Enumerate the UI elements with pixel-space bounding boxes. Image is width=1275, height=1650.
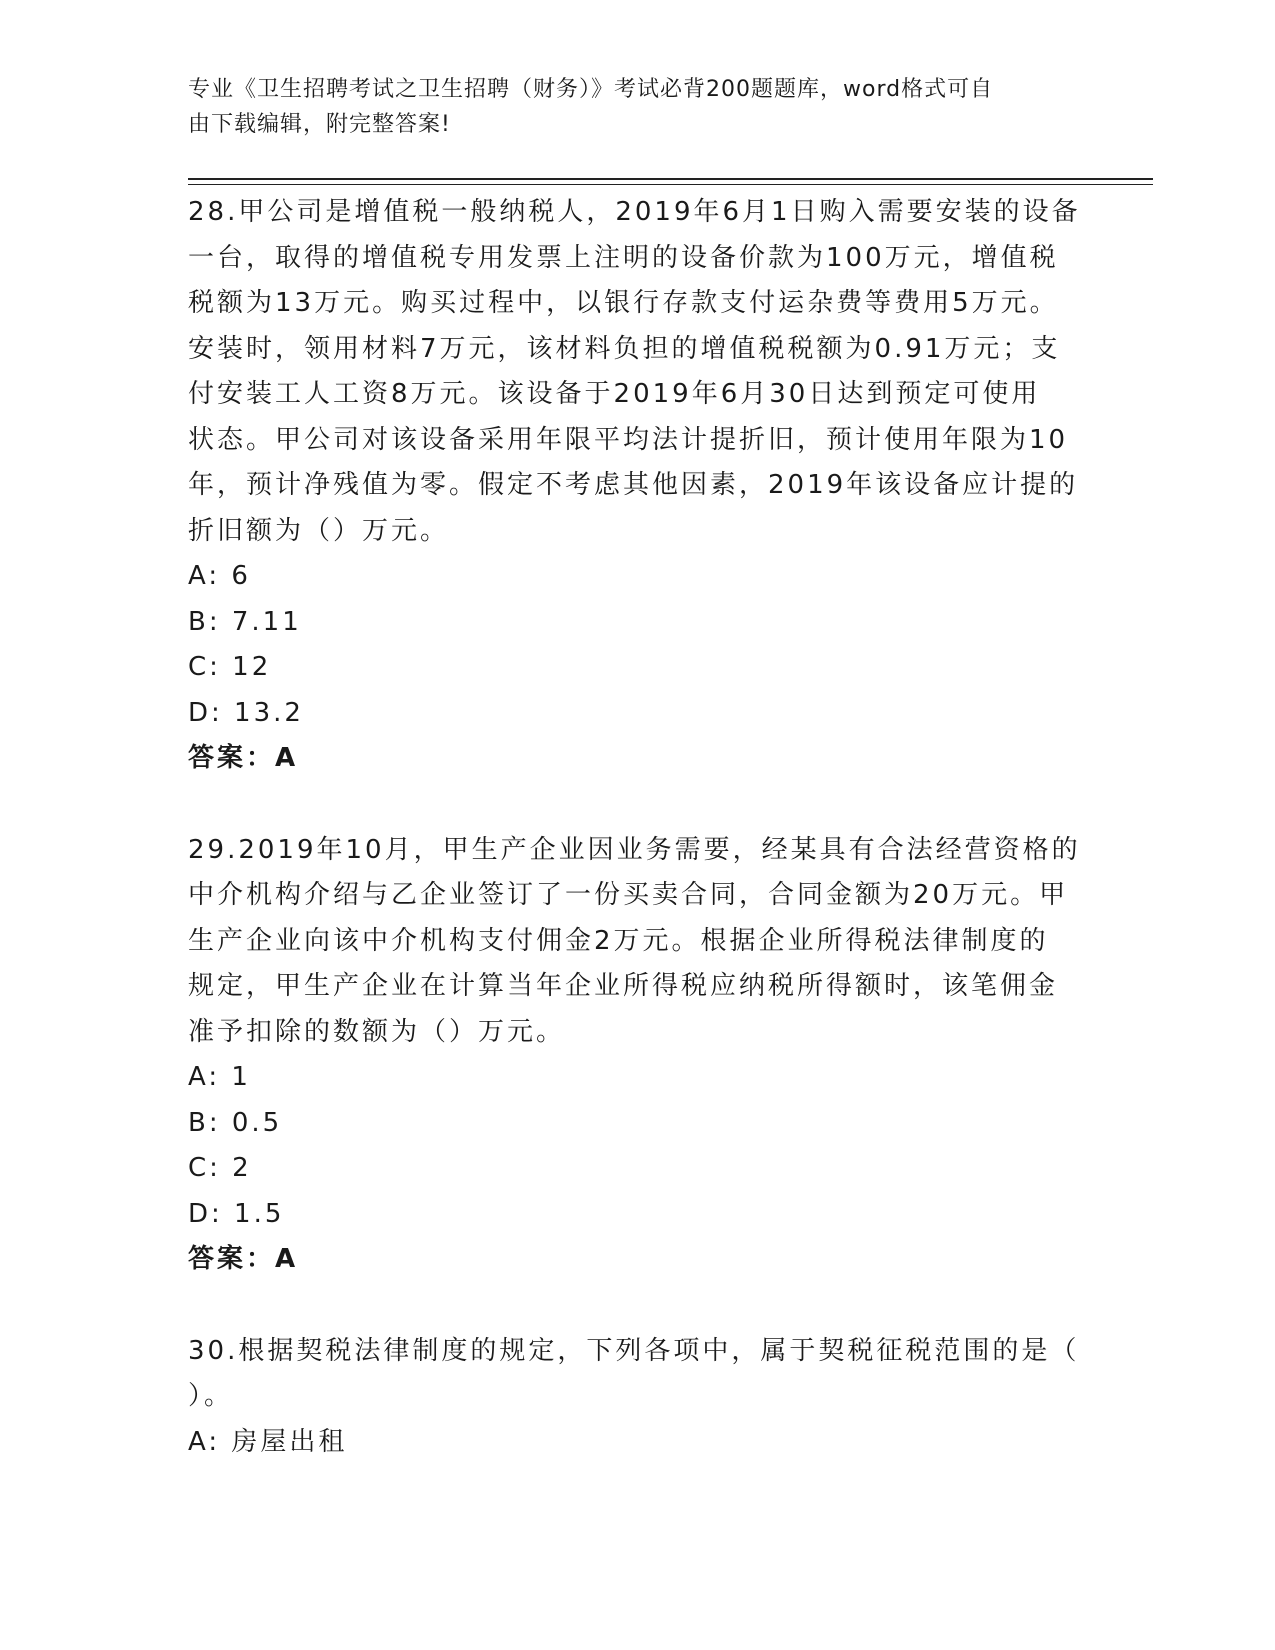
question-stem: 29.2019年10月，甲生产企业因业务需要，经某具有合法经营资格的 中介机构介绍与乙企业签订了一份买卖合同，合同金额为20万元。甲 生产企业向该中介机构支付佣金2万元。根据企业所得税法律制度的 规定，甲生产企业在计算当年企业所得税应纳税所得额时，该笔佣金 准予扣除的数额为（）万元。	[188, 834, 1081, 1047]
header-divider-thin	[188, 184, 1153, 185]
option-b: B: 0.5	[188, 1107, 283, 1138]
option-a: A: 房屋出租	[188, 1426, 348, 1457]
question-stem: 28.甲公司是增值税一般纳税人，2019年6月1日购入需要安装的设备 一台，取得的增值税专用发票上注明的设备价款为100万元，增值税 税额为13万元。购买过程中，以银行存款支付运杂费等费用5万元。 安装时，领用材料7万元，该材料负担的增值税税额为0.91万元；支 付安装工人工资8万元。该设备于2019年6月30日达到预定可使用 状态。甲公司对该设备采用年限平均法计提折旧，预计使用年限为10 年，预计净残值为零。假定不考虑其他因素，2019年该设备应计提的 折旧额为（）万元。	[188, 197, 1081, 546]
option-c: C: 12	[188, 652, 272, 682]
question-29	[188, 828, 1088, 1283]
question-28	[188, 190, 1088, 782]
question-stem: 30.根据契税法律制度的规定，下列各项中，属于契税征税范围的是（ ）。	[188, 1335, 1080, 1411]
document-header	[188, 72, 1088, 142]
question-list	[188, 190, 1088, 1465]
header-line-1: 专业《卫生招聘考试之卫生招聘（财务）》考试必背200题题库，word格式可自	[188, 77, 994, 102]
option-a: A: 6	[188, 561, 251, 591]
option-d: D: 1.5	[188, 1198, 285, 1229]
question-spacer	[188, 1283, 1088, 1329]
option-a: A: 1	[188, 1062, 251, 1092]
answer-label: 答案：A	[188, 743, 299, 773]
question-spacer	[188, 782, 1088, 828]
option-d: D: 13.2	[188, 697, 304, 728]
option-c: C: 2	[188, 1153, 252, 1183]
header-line-2: 由下载编辑，附完整答案!	[188, 112, 451, 137]
answer-label: 答案：A	[188, 1244, 299, 1274]
header-divider-thick	[188, 178, 1153, 180]
option-b: B: 7.11	[188, 606, 302, 637]
question-30	[188, 1329, 1088, 1466]
